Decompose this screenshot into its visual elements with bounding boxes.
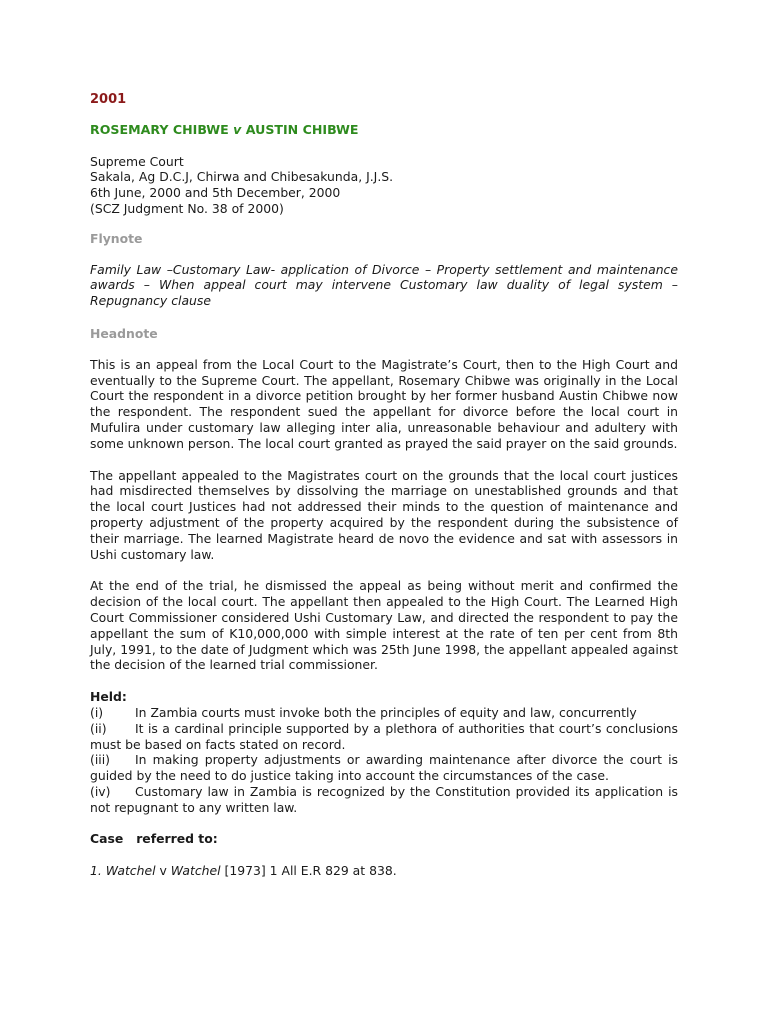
held-item-number: (i) — [90, 704, 104, 720]
case-ref-party1: Watchel — [105, 863, 156, 879]
held-item — [90, 752, 678, 784]
case-ref-party2: Watchel — [170, 863, 221, 879]
held-item-text: Customary law in Zambia is recognized by the Constitution provided its application is not repugnant to any written law. — [90, 783, 678, 815]
cases-heading-rest: referred to: — [136, 831, 218, 847]
case-party-respondent: AUSTIN CHIBWE — [245, 121, 359, 137]
flynote-text: Family Law –Customary Law- application of Divorce – Property settlement and maintenance awards – When appeal court may intervene Customary law duality of legal system – Repugnancy clause — [90, 261, 678, 309]
held-item — [90, 721, 678, 753]
headnote-paragraph: This is an appeal from the Local Court to the Magistrate’s Court, then to the High Court and eventually to the Supreme Court. The appellant, Rosemary Chibwe was originally in the Local Court the respondent in a divorce petition brought by her former husband Austin Chibwe now the respondent. The respondent sued the appellant for divorce before the local court in Mufulira under customary law alleging inter alia, unreasonable behaviour and adultery with some unknown person. The local court granted as prayed the said prayer on the said grounds. — [90, 356, 678, 451]
case-ref-versus: v — [159, 863, 167, 879]
held-item-number: (iv) — [90, 783, 111, 799]
cases-heading-word: Case — [90, 831, 124, 847]
judgment-number: (SCZ Judgment No. 38 of 2000) — [90, 200, 284, 216]
court-dates: 6th June, 2000 and 5th December, 2000 — [90, 185, 341, 201]
cases-referred-heading — [90, 831, 678, 847]
case-ref-number: 1. — [90, 863, 102, 879]
headnote-heading: Headnote — [90, 325, 158, 341]
case-party-appellant: ROSEMARY CHIBWE — [90, 121, 229, 137]
case-title — [90, 122, 678, 138]
held-section — [90, 689, 678, 815]
judgment-year: 2001 — [90, 92, 127, 107]
held-item-text: In making property adjustments or awarding maintenance after divorce the court is guided by the need to do justice taking into account the circumstances of the case. — [90, 752, 678, 784]
held-item — [90, 705, 678, 721]
held-item — [90, 784, 678, 816]
held-item-number: (iii) — [90, 752, 110, 768]
held-label: Held: — [90, 689, 127, 705]
case-ref-citation: [1973] 1 All E.R 829 at 838. — [224, 863, 397, 879]
court-name: Supreme Court — [90, 153, 184, 169]
headnote-paragraph: The appellant appealed to the Magistrates court on the grounds that the local court justices had misdirected themselves by dissolving the marriage on unestablished grounds and that the local court Justices had not addressed their minds to the question of maintenance and property adjustment of the property acquired by the respondent during the subsistence of their marriage. The learned Magistrate heard de novo the evidence and sat with assessors in Ushi customary law. — [90, 467, 678, 562]
held-item-number: (ii) — [90, 720, 107, 736]
headnote-paragraph: At the end of the trial, he dismissed the appeal as being without merit and confirmed the decision of the local court. The appellant then appealed to the High Court. The Learned High Court Commissioner considered Ushi Customary Law, and directed the respondent to pay the appellant the sum of K10,000,000 with simple interest at the rate of ten per cent from 8th July, 1991, to the date of Judgment which was 25th June 1998, the appellant appealed against the decision of the learned trial commissioner. — [90, 578, 678, 673]
case-versus: v — [233, 121, 242, 137]
flynote-heading: Flynote — [90, 230, 143, 246]
court-info — [90, 154, 678, 217]
held-item-text: In Zambia courts must invoke both the principles of equity and law, concurrently — [135, 704, 637, 720]
held-item-text: It is a cardinal principle supported by a plethora of authorities that court’s conclusions must be based on facts stated on record. — [90, 720, 678, 752]
court-judges: Sakala, Ag D.C.J, Chirwa and Chibesakunda, J.J.S. — [90, 169, 394, 185]
case-reference — [90, 863, 678, 879]
judgment-document — [90, 92, 678, 879]
